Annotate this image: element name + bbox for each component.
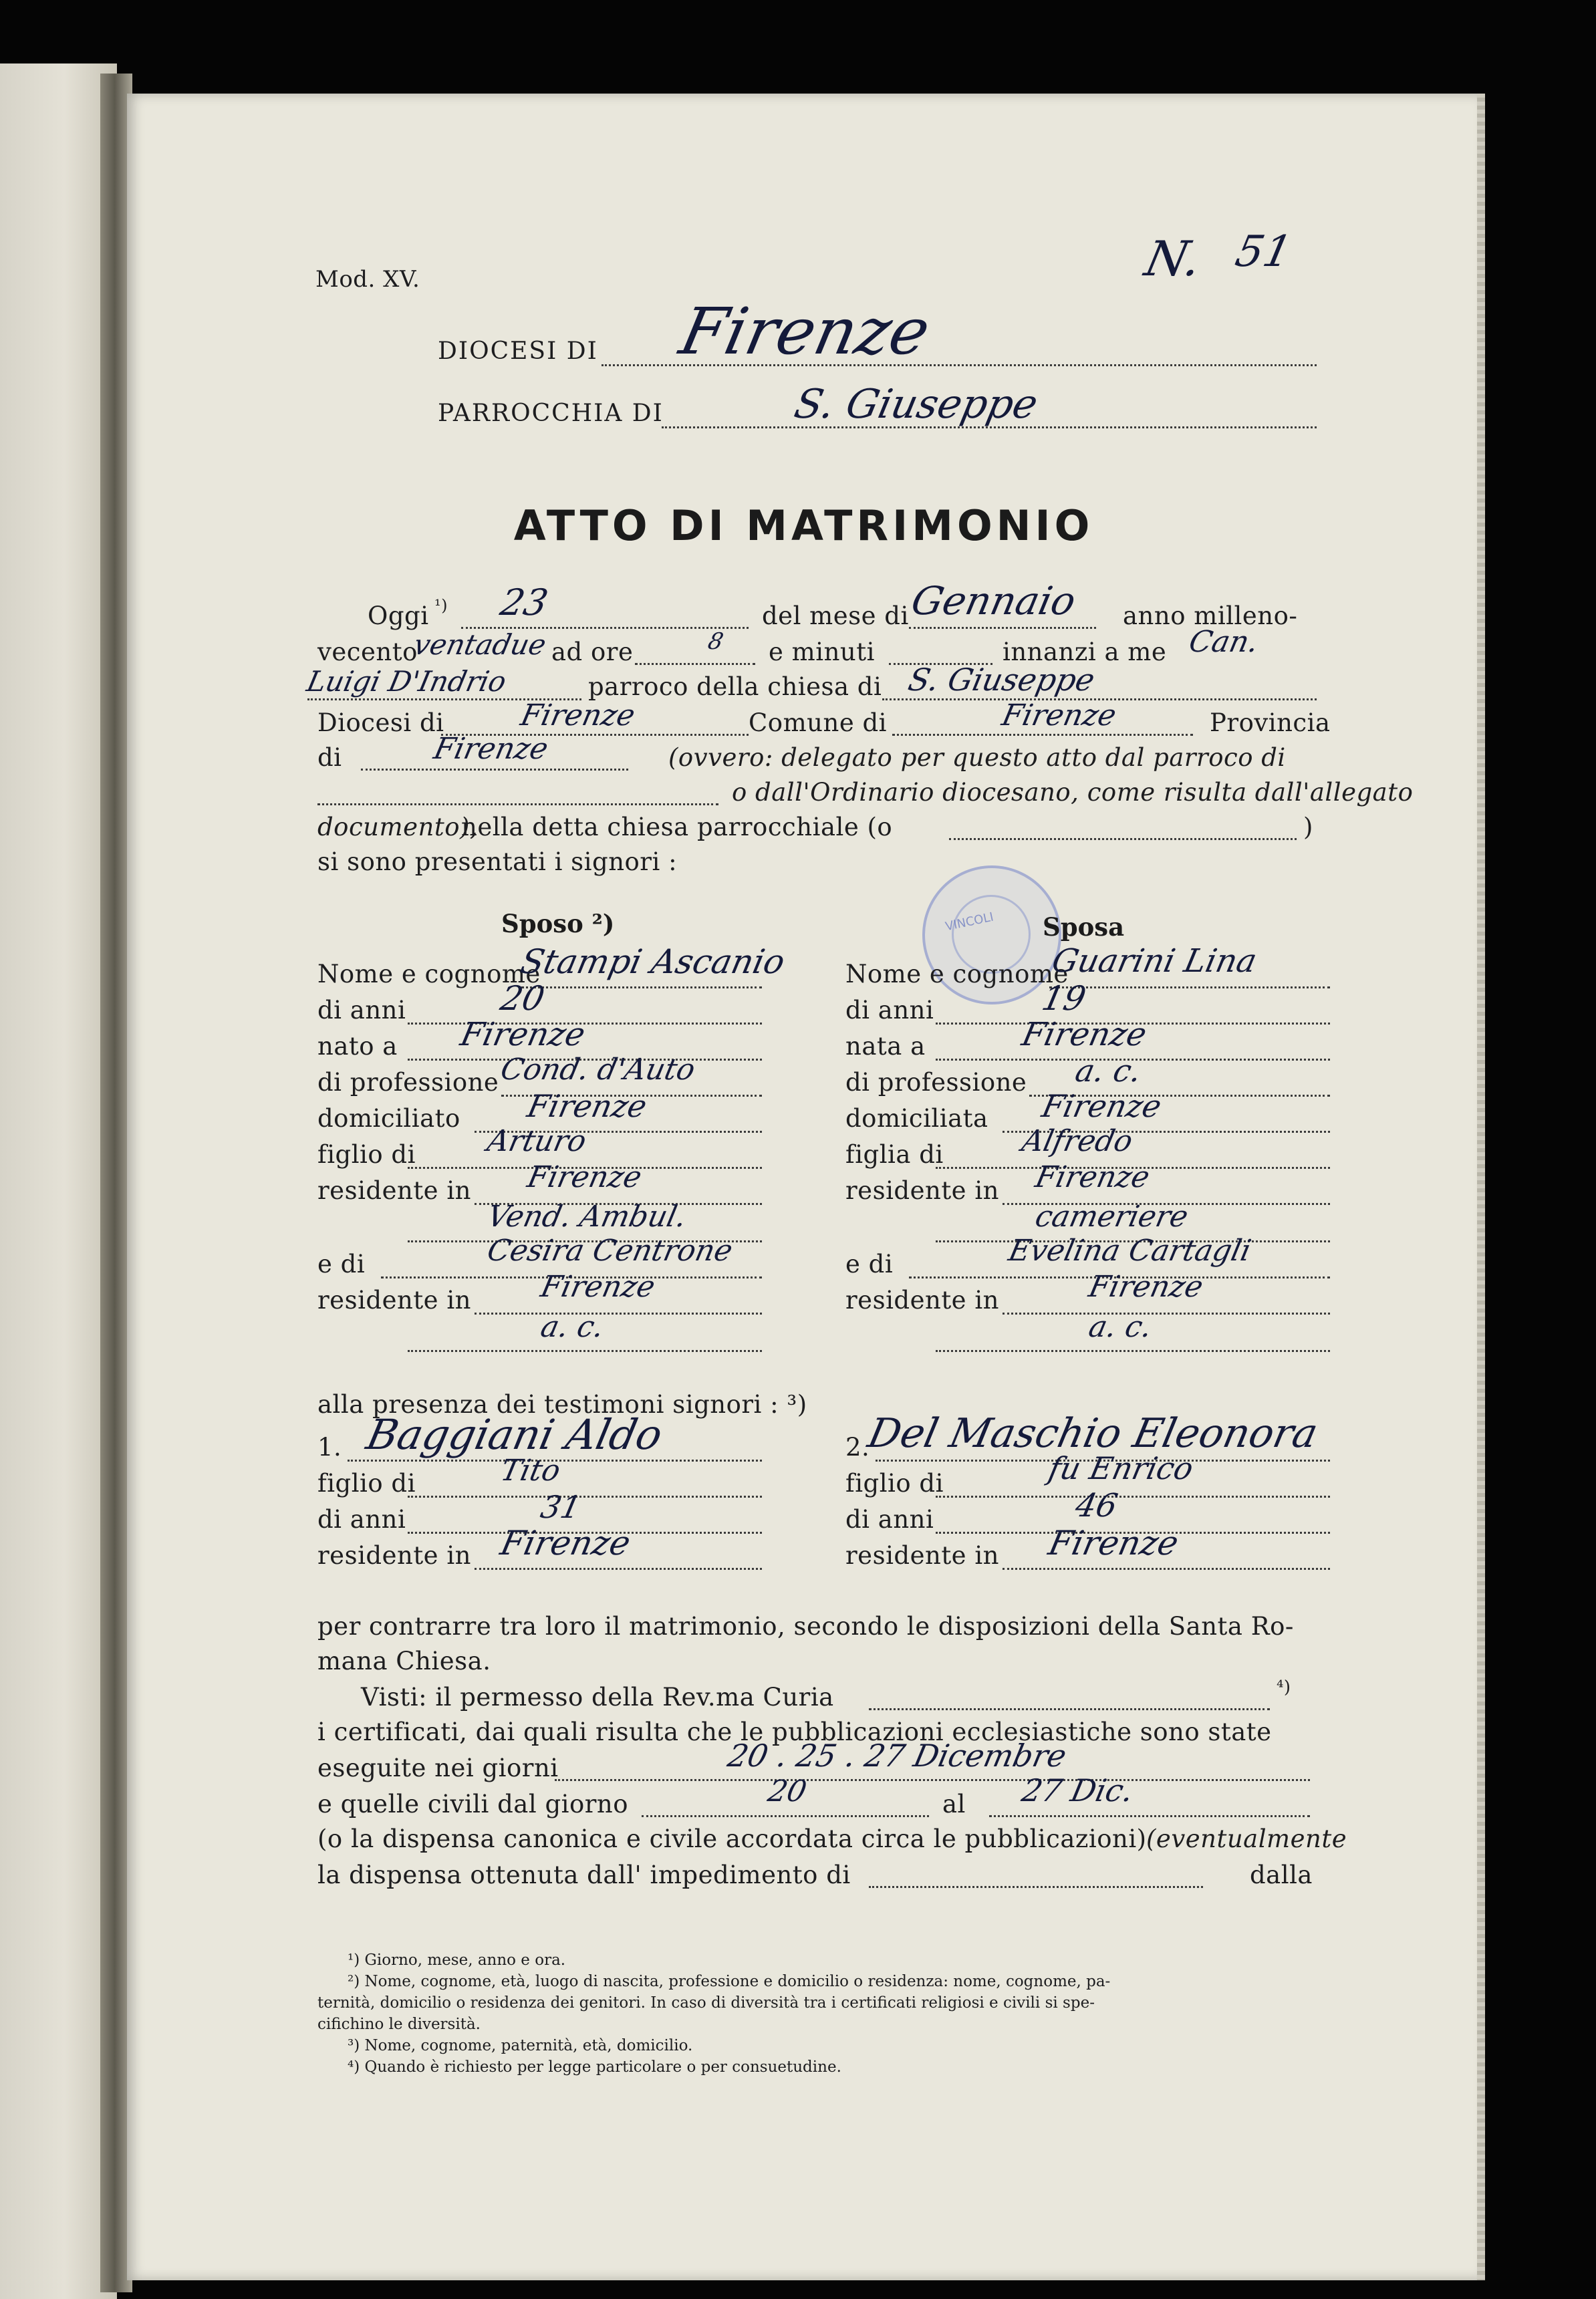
number-label: N. (1140, 231, 1207, 287)
sposa-padre: Alfredo (1019, 1124, 1136, 1158)
footnote-2a: ²) Nome, cognome, età, luogo di nascita, professione e domicilio o residenza: nome, cognome, pa- (348, 1973, 1111, 1990)
sposa-anni-label: di anni (845, 996, 934, 1025)
parrocchia-value: S. Giuseppe (790, 381, 1042, 428)
witness1-figlio-dots (408, 1496, 762, 1498)
sposa-anni: 19 (1038, 979, 1089, 1018)
al-label: al (942, 1790, 966, 1818)
hour-dots (635, 663, 755, 665)
dalla-label: dalla (1250, 1861, 1313, 1889)
sposa-res2-label: residente in (845, 1286, 1000, 1315)
body-line-1: per contrarre tra loro il matrimonio, secondo le disposizioni della Santa Ro- (317, 1612, 1294, 1641)
body-line-2: mana Chiesa. (317, 1647, 491, 1675)
witness2-figlio-dots (936, 1496, 1330, 1498)
vecento-label: vecento (317, 638, 418, 666)
sposa-prof-padre: cameriere (1032, 1200, 1192, 1234)
sposo-prof-madre: a. c. (537, 1310, 608, 1344)
month-dots (909, 627, 1096, 629)
day-value: 23 (497, 581, 552, 624)
witness2-name: Del Maschio Eleonora (863, 1410, 1322, 1457)
parrocchia-label: PARROCCHIA DI (438, 400, 664, 427)
presentati-text: si sono presentati i signori : (317, 847, 678, 876)
del-mese-label: del mese di (762, 601, 909, 630)
sposa-res-madre: Firenze (1085, 1270, 1206, 1304)
witness1-figlio-label: figlio di (317, 1469, 416, 1498)
witness2-num: 2. (845, 1433, 870, 1462)
witness1-num: 1. (317, 1433, 342, 1462)
comune-label: Comune di (749, 708, 888, 737)
form-model-label: Mod. XV. (315, 266, 420, 293)
footnote-4: ⁴) Quando è richiesto per legge particolare o per consuetudine. (348, 2058, 841, 2076)
sposa-prof-madre-dots (936, 1350, 1330, 1352)
sposa-nome-label: Nome e cognome (845, 960, 1069, 988)
ordinario-dots (317, 803, 718, 805)
month-value: Gennaio (907, 578, 1080, 624)
witness-heading: alla presenza dei testimoni signori : ³) (317, 1390, 807, 1419)
sposo-nato-label: nato a (317, 1032, 398, 1061)
document-page (127, 94, 1480, 2280)
diocesi-value: Firenze (674, 294, 937, 369)
hour-value: 8 (705, 628, 726, 655)
impedimento-dots (869, 1886, 1203, 1888)
witness2-anni-label: di anni (845, 1505, 934, 1534)
ordinario-text: o dall'Ordinario diocesano, come risulta dall'allegato (732, 778, 1414, 807)
comune-value: Firenze (999, 698, 1119, 732)
ad-ore-label: ad ore (551, 638, 634, 666)
nella-text: nella detta chiesa parrocchiale (o (461, 813, 893, 841)
sposa-edi-label: e di (845, 1250, 894, 1278)
footnote-3: ³) Nome, cognome, paternità, età, domicilio. (348, 2037, 693, 2054)
left-page-edge (0, 63, 117, 2299)
e-minuti-label: e minuti (769, 638, 875, 666)
fn1-mark: ¹) (434, 596, 448, 615)
witness1-res-label: residente in (317, 1541, 472, 1570)
sposo-nome-dots (521, 986, 762, 988)
sposo-anni: 20 (497, 979, 548, 1018)
sposa-prof: a. c. (1072, 1053, 1145, 1089)
curia-dots (869, 1708, 1270, 1710)
sposa-nata: Firenze (1019, 1016, 1150, 1053)
sposa-nata-label: nata a (845, 1032, 926, 1061)
body-line-7: (o la dispensa canonica e civile accordata circa le pubblicazioni) (317, 1824, 1147, 1853)
sposo-prof-padre: Vend. Ambul. (484, 1200, 690, 1234)
prov-dots (361, 769, 628, 771)
witness2-padre: fu Enrico (1045, 1450, 1197, 1486)
provincia-label: Provincia (1210, 708, 1331, 737)
anno-label: anno milleno- (1123, 601, 1298, 630)
sposa-dom: Firenze (1039, 1088, 1165, 1124)
witness1-res-dots (475, 1568, 762, 1570)
giorni-value: 20 . 25 . 27 Dicembre (724, 1738, 1070, 1774)
civili-value-2: 27 Dic. (1019, 1772, 1137, 1808)
innanzi-label: innanzi a me (1003, 638, 1167, 666)
sposo-madre: Cesira Centrone (484, 1234, 736, 1268)
sposa-res2-dots (1003, 1313, 1330, 1315)
di-label: di (317, 743, 342, 772)
witness2-anni: 46 (1072, 1487, 1121, 1524)
witness1-res: Firenze (497, 1524, 634, 1563)
sposo-res-madre: Firenze (537, 1270, 658, 1304)
sposo-nato: Firenze (457, 1016, 589, 1053)
sposo-dom: Firenze (524, 1088, 650, 1124)
parroco-label: parroco della chiesa di (588, 672, 882, 701)
prov-value: Firenze (430, 732, 551, 766)
sposo-prof: Cond. d'Auto (497, 1053, 698, 1087)
number-value: 51 (1231, 227, 1297, 277)
diocesi-label: DIOCESI DI (438, 337, 598, 365)
witness2-res-dots (1003, 1568, 1330, 1570)
sposo-res2-dots (475, 1313, 762, 1315)
footnote-2c: cifichino le diversità. (317, 2016, 481, 2033)
sposo-heading: Sposo ²) (501, 909, 615, 938)
civili-value-1: 20 (765, 1774, 810, 1808)
witness1-anni: 31 (537, 1489, 585, 1525)
document-title: ATTO DI MATRIMONIO (513, 501, 1094, 550)
sposo-padre: Arturo (484, 1124, 589, 1158)
sposo-nome-label: Nome e cognome (317, 960, 541, 988)
sposo-prof-madre-dots (408, 1350, 762, 1352)
page-deckle-edge (1477, 94, 1485, 2280)
sposa-madre: Evelina Cartagli (1005, 1234, 1254, 1268)
sposo-res-padre: Firenze (524, 1160, 645, 1194)
diocesi-di-label: Diocesi di (317, 708, 444, 737)
sposo-nome: Stampi Ascanio (517, 942, 789, 981)
footnote-1: ¹) Giorno, mese, anno e ora. (348, 1951, 566, 1969)
sposa-prof-madre: a. c. (1085, 1310, 1156, 1344)
sposa-res-label: residente in (845, 1176, 1000, 1205)
sposo-dom-label: domiciliato (317, 1104, 460, 1133)
body-line-3: Visti: il permesso della Rev.ma Curia (361, 1683, 834, 1712)
documento-text: documento), (317, 813, 479, 841)
sposo-res2-label: residente in (317, 1286, 472, 1315)
sposo-figlio-label: figlio di (317, 1140, 416, 1169)
nella-dots (949, 838, 1297, 840)
stamp-text: VINCOLI (944, 910, 995, 934)
fn4-mark: ⁴) (1277, 1677, 1291, 1698)
witness1-padre: Tito (497, 1454, 564, 1488)
witness1-anni-label: di anni (317, 1505, 406, 1534)
civili-dots-1 (642, 1815, 929, 1817)
body-line-5: eseguite nei giorni (317, 1754, 559, 1782)
sposa-figlia-label: figlia di (845, 1140, 944, 1169)
giorni-dots (555, 1779, 1310, 1781)
sposa-heading: Sposa (1043, 912, 1125, 942)
sposa-res-padre: Firenze (1032, 1160, 1153, 1194)
body-line-7b: (eventualmente (1146, 1824, 1347, 1853)
close-paren: ) (1303, 813, 1313, 841)
witness2-res-label: residente in (845, 1541, 1000, 1570)
comune-dots (892, 734, 1193, 736)
diocesi-di-value: Firenze (517, 698, 638, 732)
sposo-anni-label: di anni (317, 996, 406, 1025)
priest-title: Can. (1186, 625, 1262, 659)
footnote-2b: ternità, domicilio o residenza dei genitori. In caso di diversità tra i certificati religiosi e civili si spe- (317, 1994, 1095, 2012)
body-line-6: e quelle civili dal giorno (317, 1790, 629, 1818)
sposa-dom-label: domiciliata (845, 1104, 988, 1133)
year-value: ventadue (410, 628, 549, 661)
sposa-nome: Guarini Lina (1049, 942, 1260, 980)
sposo-edi-label: e di (317, 1250, 366, 1278)
priest-name: Luigi D'Indrio (303, 665, 509, 698)
witness2-res: Firenze (1045, 1524, 1182, 1563)
sposa-nome-dots (1049, 986, 1330, 988)
sposo-res-label: residente in (317, 1176, 472, 1205)
ovvero-text: (ovvero: delegato per questo atto dal parroco di (668, 743, 1286, 772)
church-value: S. Giuseppe (905, 662, 1098, 698)
body-line-8: la dispensa ottenuta dall' impedimento di (317, 1861, 851, 1889)
sposo-prof-label: di professione (317, 1068, 499, 1097)
body-line-4: i certificati, dai quali risulta che le pubblicazioni ecclesiastiche sono state (317, 1718, 1272, 1746)
sposa-prof-label: di professione (845, 1068, 1027, 1097)
oggi-label: Oggi (368, 601, 429, 630)
civili-dots-2 (989, 1815, 1310, 1817)
witness2-figlio-label: figlio di (845, 1469, 944, 1498)
witness1-name: Baggiani Aldo (362, 1410, 667, 1459)
